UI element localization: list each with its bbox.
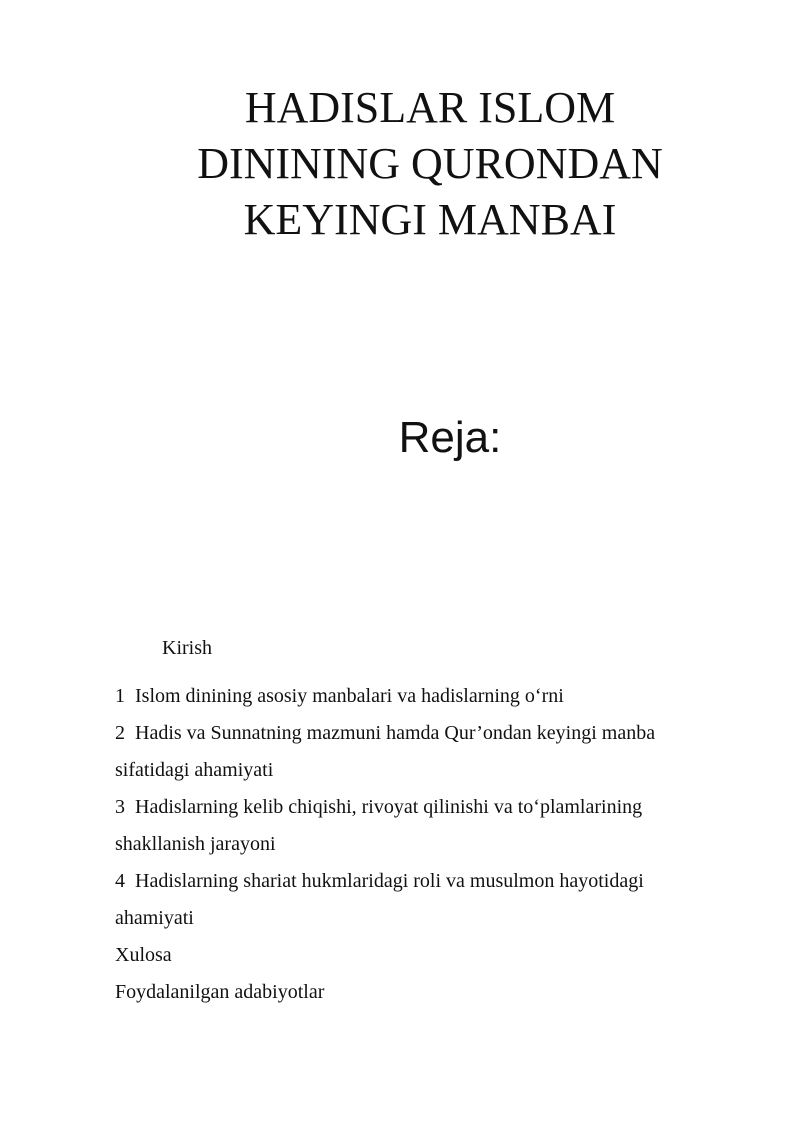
plan-item-number: 1: [115, 685, 125, 707]
plan-item-continuation: shakllanish jarayoni: [115, 833, 276, 855]
plan-item-number: 2: [115, 722, 125, 744]
plan-item-continuation: ahamiyati: [115, 907, 194, 929]
plan-item-number: 3: [115, 796, 125, 818]
plan-item: [115, 863, 715, 900]
plan-item: [115, 715, 715, 752]
plan-list: [115, 630, 715, 1011]
plan-item-continuation: sifatidagi ahamiyati: [115, 759, 274, 781]
plan-item: [115, 789, 715, 826]
plan-heading: Reja:: [398, 413, 502, 462]
plan-item-text: Islom dinining asosiy manbalari va hadislarning o‘rni: [135, 685, 564, 707]
plan-item-text: Hadislarning shariat hukmlaridagi roli va musulmon hayotidagi: [135, 870, 644, 892]
plan-references: Foydalanilgan adabiyotlar: [115, 981, 325, 1003]
plan-item-number: 4: [115, 870, 125, 892]
title-line: KEYINGI MANBAI: [243, 195, 617, 244]
plan-intro: Kirish: [162, 637, 212, 659]
title-line: DININING QURONDAN: [197, 139, 663, 188]
plan-item-text: Hadis va Sunnatning mazmuni hamda Qur’ondan keyingi manba: [135, 722, 656, 744]
plan-item: [115, 678, 715, 715]
document-title: [150, 80, 710, 248]
plan-item-text: Hadislarning kelib chiqishi, rivoyat qilinishi va to‘plamlarining: [135, 796, 643, 818]
title-line: HADISLAR ISLOM: [244, 83, 616, 132]
plan-conclusion: Xulosa: [115, 944, 172, 966]
